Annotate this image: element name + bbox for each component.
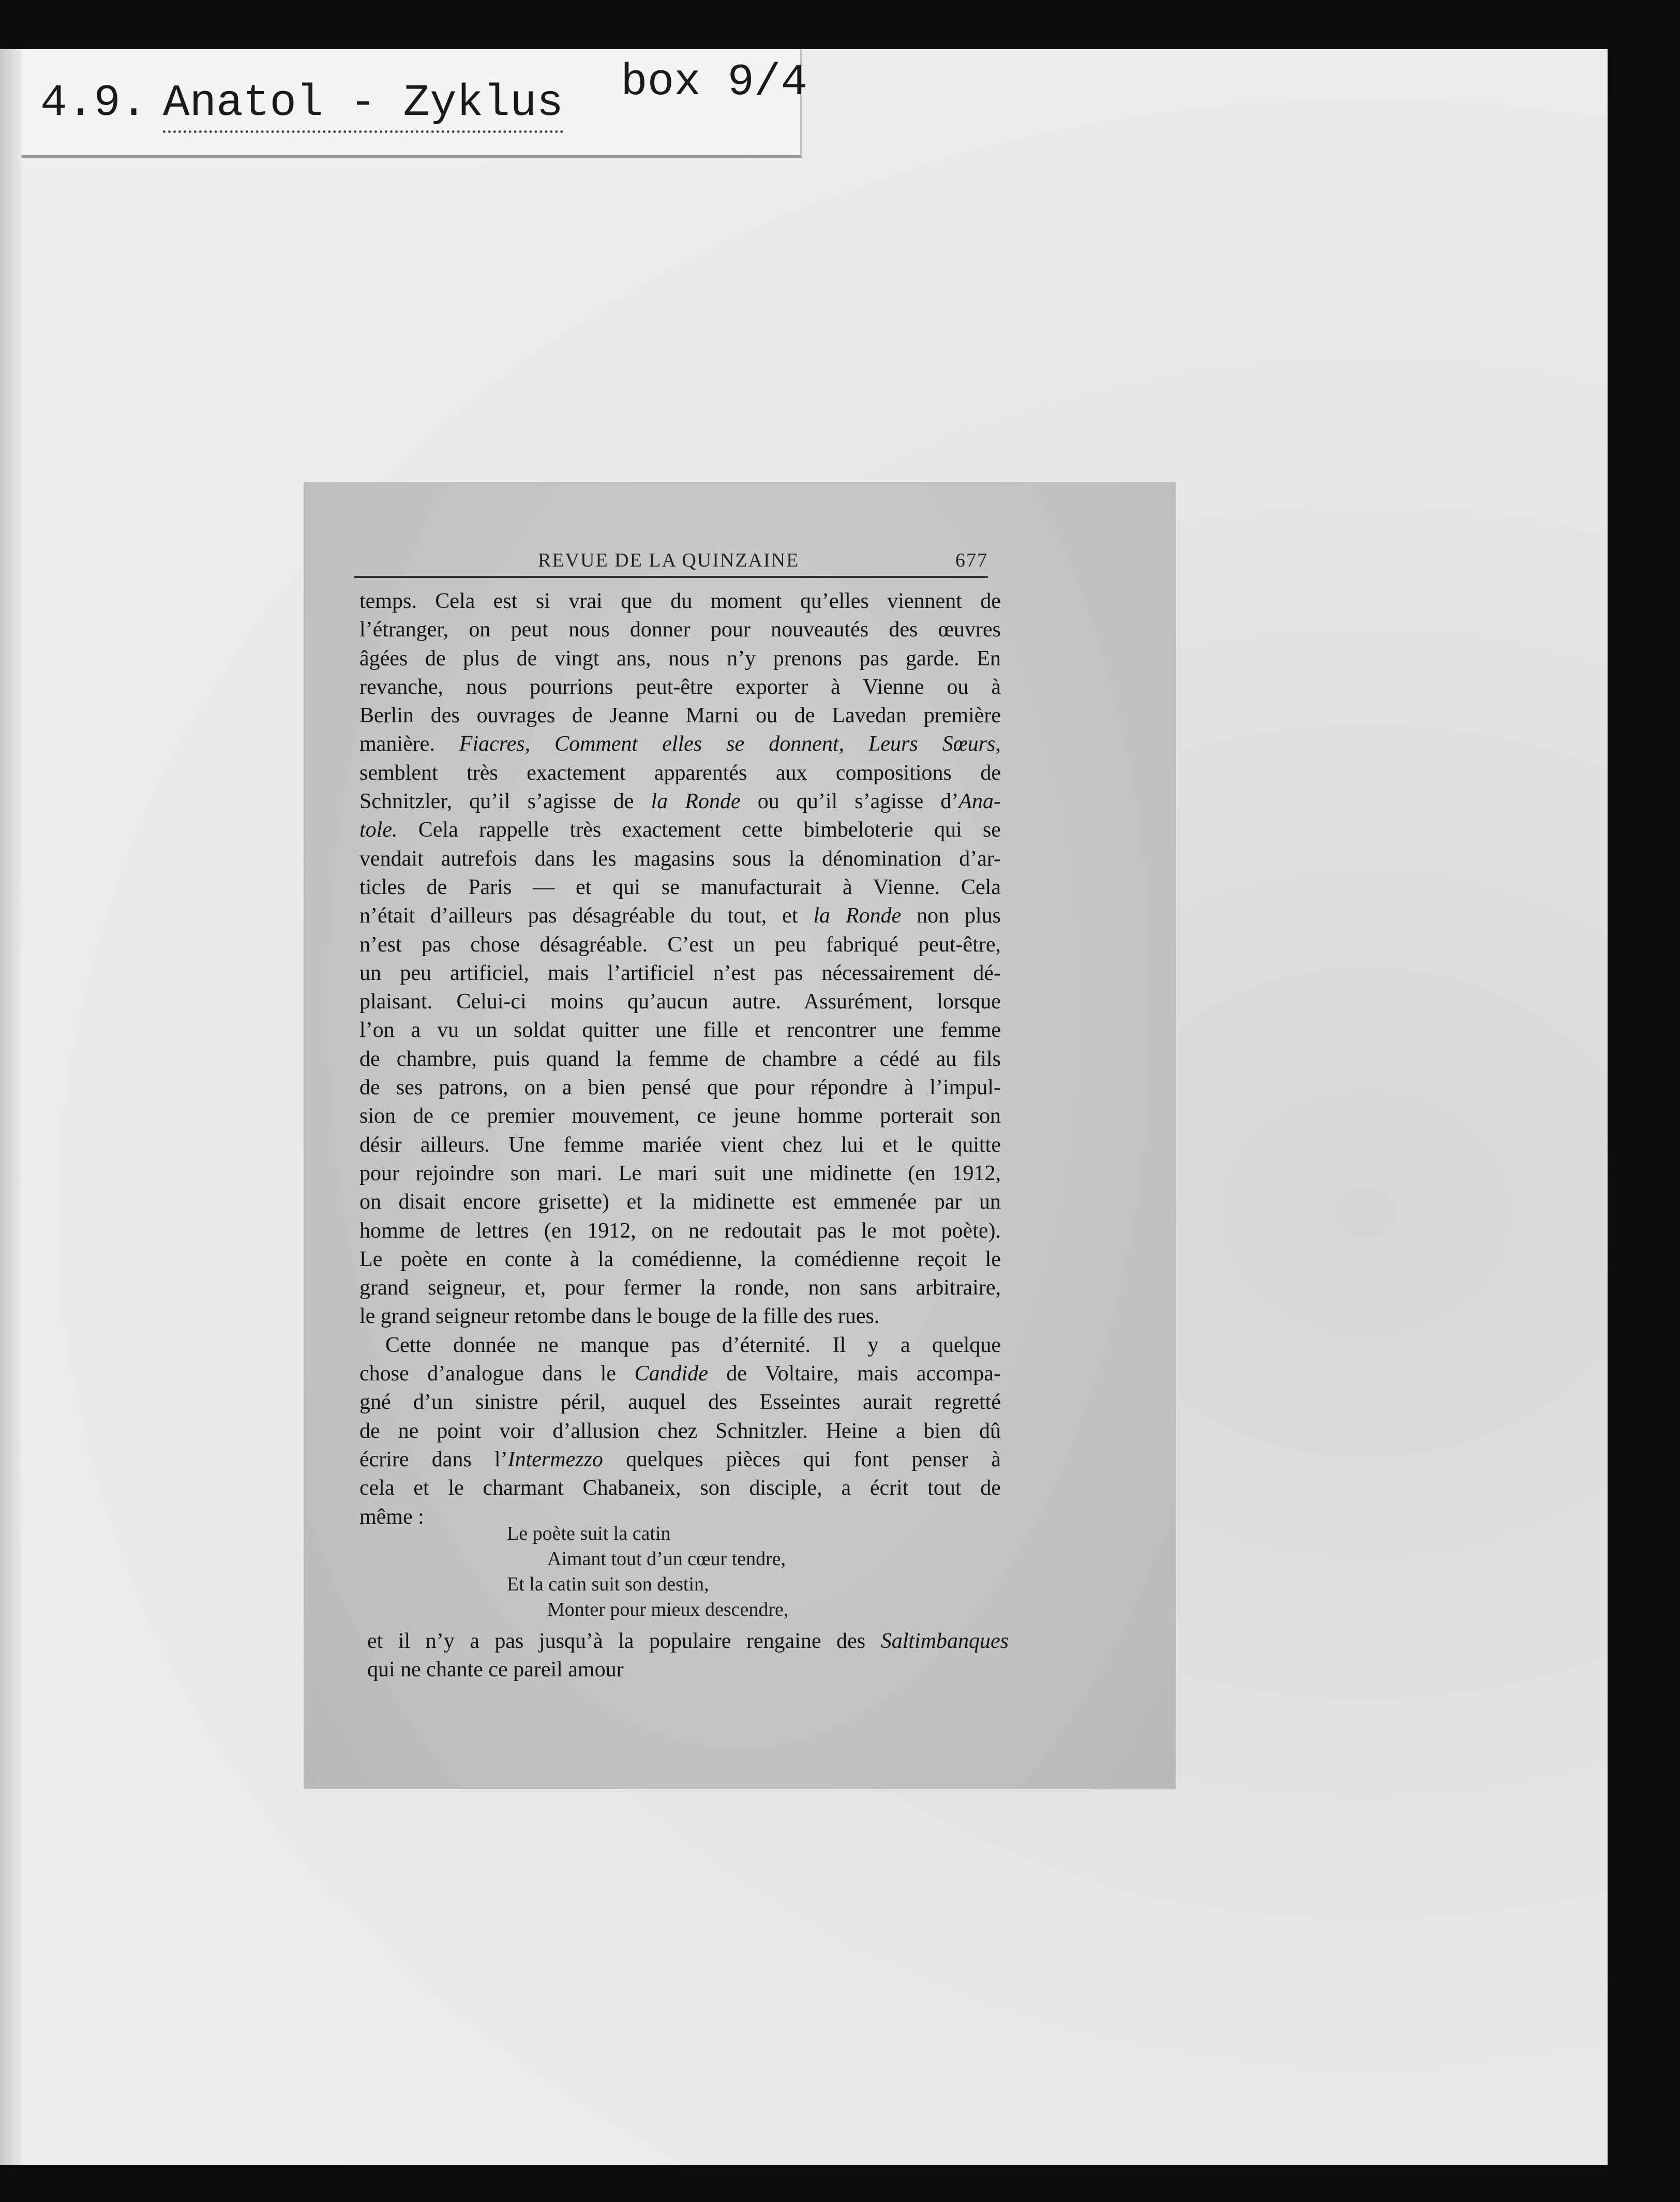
text-fragment: écrire dans l’ [359, 1447, 508, 1471]
text-line: Cette donnée ne manque pas d’éternité. Il y a quelque [385, 1333, 1001, 1357]
text-line: de ne point voir d’allusion chez Schnitzler. Heine a bien dû [359, 1419, 1001, 1443]
journal-title: REVUE DE LA QUINZAINE [538, 549, 800, 571]
text-line [367, 1627, 1009, 1656]
sheet-left-edge [0, 49, 22, 2165]
folder-title: Anatol - Zyklus [163, 78, 563, 133]
italic-titles: Fiacres, Comment elles se donnent, Leurs Sœurs, [459, 732, 1001, 756]
text-line: âgées de plus de vingt ans, nous n’y prenons pas garde. En [359, 646, 1001, 671]
article-text [359, 587, 1001, 1531]
text-line: de ses patrons, on a bien pensé que pour répondre à l’impul- [359, 1076, 1001, 1100]
text-line [359, 902, 1001, 930]
text-line: homme de lettres (en 1912, on ne redoutait pas le mot poète). [359, 1218, 1001, 1243]
italic-title: la Ronde [651, 790, 741, 814]
text-line [359, 787, 1001, 816]
text-line: vendait autrefois dans les magasins sous la dénomination d’ar- [359, 846, 1001, 871]
italic-title: Candide [634, 1362, 708, 1386]
text-line: l’on a vu un soldat quitter une fille et rencontrer une femme [359, 1018, 1001, 1043]
text-line: grand seigneur, et, pour fermer la ronde, non sans arbitraire, [359, 1276, 1001, 1300]
text-line: un peu artificiel, mais l’artificiel n’est pas nécessairement dé- [359, 961, 1001, 985]
text-fragment: Cela rappelle très exactement cette bimbeloterie qui se [418, 818, 1001, 842]
scan-right-border [1608, 49, 1680, 2202]
text-fragment: manière. [359, 732, 435, 756]
folder-number: 4.9. [40, 78, 147, 128]
text-fragment: non plus [901, 904, 1001, 928]
text-line [359, 730, 1001, 758]
verse-line: Le poète suit la catin [507, 1523, 671, 1544]
text-fragment: et il n’y a pas jusqu’à la populaire rengaine des [367, 1629, 866, 1653]
page-number: 677 [955, 549, 988, 571]
text-fragment: Schnitzler, qu’il s’agisse de [359, 790, 634, 814]
verse-line: Et la catin suit son destin, [507, 1573, 709, 1595]
text-fragment: n’était d’ailleurs pas désagréable du tout, et [359, 904, 798, 928]
text-line: cela et le charmant Chabaneix, son disciple, a écrit tout de [359, 1476, 1001, 1500]
text-fragment: quelques pièces qui font penser à [603, 1447, 1001, 1471]
text-line: pour rejoindre son mari. Le mari suit une midinette (en 1912, [359, 1161, 1001, 1185]
text-line: temps. Cela est si vrai que du moment qu’elles viennent de [359, 589, 1001, 613]
text-line: désir ailleurs. Une femme mariée vient chez lui et le quitte [359, 1133, 1001, 1157]
text-fragment: ou qu’il s’agisse d’ [740, 790, 959, 814]
text-line: le grand seigneur retombe dans le bouge de la fille des rues. [359, 1304, 880, 1329]
scan-top-border [0, 0, 1680, 49]
text-fragment: de Voltaire, mais accompa- [708, 1362, 1001, 1386]
text-line [359, 816, 1001, 844]
text-line: qui ne chante ce pareil amour [367, 1658, 624, 1682]
text-line: n’est pas chose désagréable. C’est un peu fabriqué peut-être, [359, 932, 1001, 957]
text-line: semblent très exactement apparentés aux compositions de [359, 761, 1001, 785]
italic-title: tole. [359, 818, 398, 842]
italic-title: Saltimbanques [880, 1629, 1009, 1653]
text-line: on disait encore grisette) et la midinette est emmenée par un [359, 1190, 1001, 1214]
text-line: l’étranger, on peut nous donner pour nouveautés des œuvres [359, 618, 1001, 642]
text-line [359, 1360, 1001, 1388]
text-line: même : [359, 1505, 424, 1529]
scan-bottom-border [0, 2165, 1680, 2202]
text-line: revanche, nous pourrions peut-être exporter à Vienne ou à [359, 675, 1001, 699]
text-line: gné d’un sinistre péril, auquel des Esseintes aurait regretté [359, 1390, 1001, 1415]
text-line: plaisant. Celui-ci moins qu’aucun autre. Assurément, lorsque [359, 990, 1001, 1014]
box-label: box 9/4 [621, 57, 808, 108]
running-head [354, 545, 988, 578]
italic-title: la Ronde [813, 904, 902, 928]
text-line: sion de ce premier mouvement, ce jeune homme porterait son [359, 1104, 1001, 1128]
text-fragment: chose d’analogue dans le [359, 1362, 617, 1386]
italic-title: Ana- [958, 790, 1001, 814]
italic-title: Intermezzo [507, 1447, 603, 1471]
text-line: de chambre, puis quand la femme de chambre a cédé au fils [359, 1047, 1001, 1071]
newspaper-clipping [305, 484, 1174, 1788]
article-tail [367, 1627, 1009, 1684]
verse-line: Aimant tout d’un cœur tendre, [547, 1548, 786, 1570]
verse-quotation [507, 1521, 788, 1623]
text-line [359, 1446, 1001, 1474]
text-line: Le poète en conte à la comédienne, la comédienne reçoit le [359, 1247, 1001, 1271]
verse-line: Monter pour mieux descendre, [547, 1599, 789, 1620]
text-line: ticles de Paris — et qui se manufacturait à Vienne. Cela [359, 875, 1001, 899]
text-line: Berlin des ouvrages de Jeanne Marni ou de Lavedan première [359, 704, 1001, 728]
